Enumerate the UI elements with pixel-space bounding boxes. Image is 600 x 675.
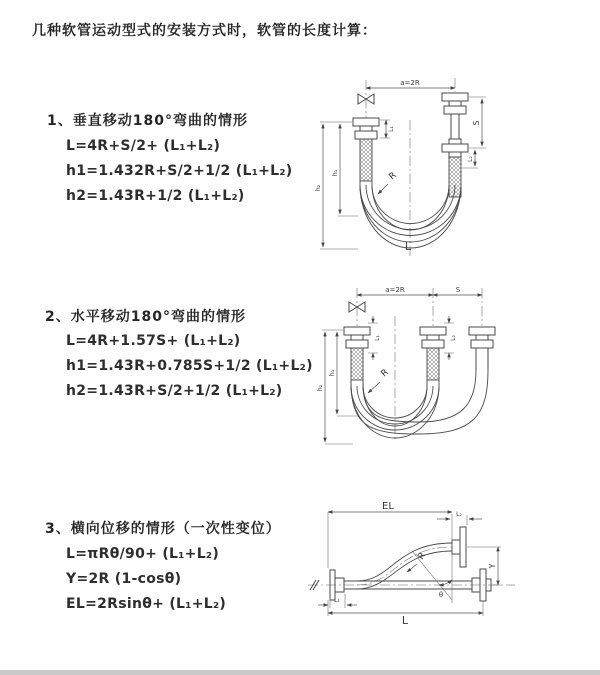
u-bend-hose [360, 181, 461, 248]
radius-leader [368, 382, 380, 393]
dim-label-h2: h₂ [316, 384, 324, 392]
radius-leader [378, 184, 388, 194]
section-2-formula-h2: h2=1.43R+S/2+1/2 (L₁+L₂) [66, 383, 283, 399]
braided-hose-segment [351, 348, 363, 380]
dim-label-y: Y [488, 563, 497, 569]
dim-label-l: L [404, 240, 412, 253]
dim-label-l2: L₂ [456, 511, 462, 518]
horizontal-move-180-bend-drawing [308, 276, 598, 461]
section-2-formula-h1: h1=1.43R+0.785S+1/2 (L₁+L₂) [66, 358, 313, 374]
right-pipe-fitting [442, 93, 468, 197]
extension-lines [320, 122, 358, 249]
u-bend-hose-moved [351, 367, 488, 434]
right-pipe-fitting-moved [469, 327, 495, 370]
section-3-heading: 3、横向位移的情形（一次性变位） [45, 521, 281, 537]
braided-hose-segment [427, 348, 439, 380]
page-title: 几种软管运动型式的安装方式时，软管的长度计算： [32, 23, 377, 39]
dim-label-l: L [401, 614, 409, 627]
radius-leader [407, 564, 417, 572]
section-1-formula-h1: h1=1.432R+S/2+1/2 (L₁+L₂) [66, 163, 293, 179]
section-3-formula-Y: Y=2R (1-cosθ) [66, 571, 182, 587]
section-1-formula-h2: h2=1.43R+1/2 (L₁+L₂) [66, 188, 245, 204]
vertical-move-180-bend-drawing [308, 68, 593, 263]
braided-hose-segment [360, 139, 372, 181]
dim-label-h2: h₂ [314, 184, 322, 192]
extension-lines [322, 330, 358, 444]
dim-label-theta: θ [438, 591, 444, 599]
left-pipe-fitting [353, 118, 379, 181]
middle-pipe-fitting [420, 327, 446, 380]
s-curve-hose [357, 543, 452, 589]
dim-label-l1: L₁ [334, 597, 340, 604]
section-3-formula-L: L=πRθ/90+ (L₁+L₂) [66, 546, 220, 562]
section-3-formula-EL: EL=2Rsinθ+ (L₁+L₂) [66, 596, 227, 612]
dim-label-r: R [416, 550, 429, 562]
dim-label-l1: L₁ [374, 335, 381, 341]
section-1-formula-L: L=4R+S/2+ (L₁+L₂) [66, 138, 221, 154]
section-1-heading: 1、垂直移动180°弯曲的情形 [47, 113, 248, 129]
dim-label-s: S [472, 120, 481, 126]
scan-page-edge [0, 670, 600, 675]
dim-label-a: a=2R [385, 286, 405, 294]
dim-label-r: R [379, 367, 391, 380]
section-2-heading: 2、水平移动180°弯曲的情形 [45, 309, 246, 325]
raised-flange [452, 527, 466, 567]
lateral-displacement-drawing [300, 498, 600, 658]
dim-label-r: R [387, 170, 399, 183]
dim-label-s: S [455, 286, 461, 294]
dim-label-l2: L₂ [450, 335, 457, 341]
dim-label-l1: L₁ [388, 126, 395, 132]
dim-label-h1: h₁ [328, 369, 336, 377]
dim-label-a: a=2R [400, 79, 420, 87]
left-pipe-fitting [344, 327, 370, 380]
dim-label-h1: h₁ [331, 169, 339, 177]
dim-label-l2: L₂ [467, 156, 474, 162]
dim-label-el: EL [382, 501, 394, 512]
section-2-formula-L: L=4R+1.57S+ (L₁+L₂) [66, 333, 241, 349]
